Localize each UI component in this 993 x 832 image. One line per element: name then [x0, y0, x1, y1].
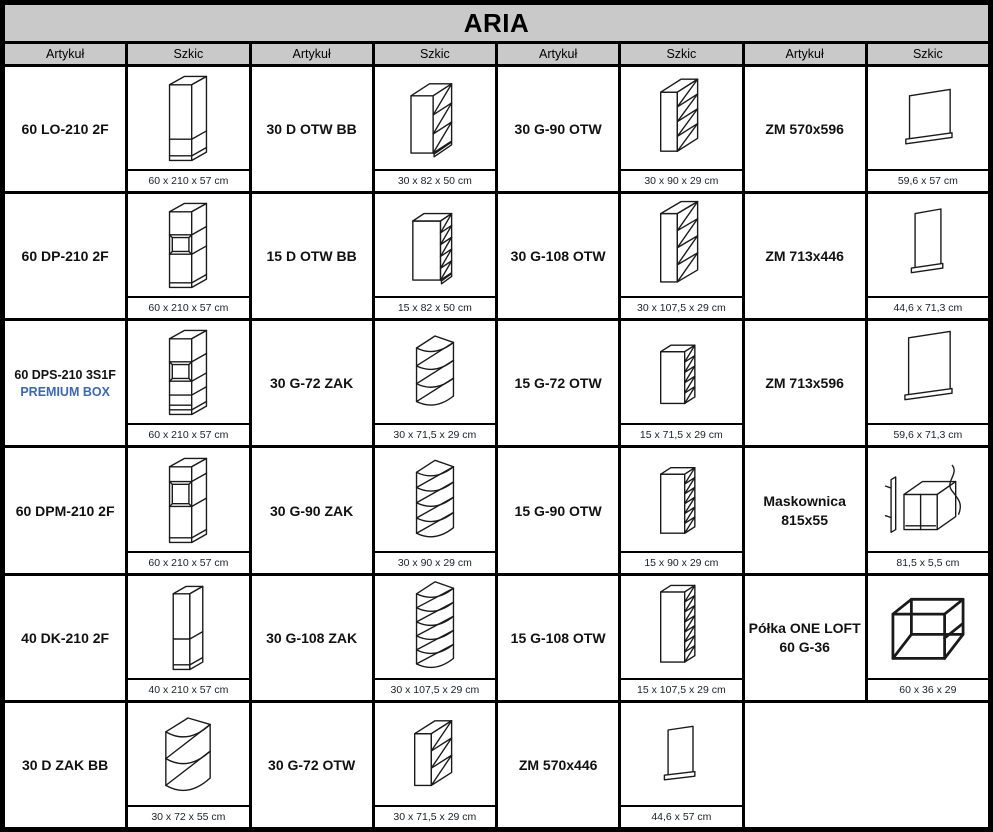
sketch-area [621, 576, 741, 678]
article-name-line2: 60 G-36 [779, 639, 830, 656]
article-cell [5, 576, 125, 700]
column-header-artykul: Artykuł [745, 44, 865, 64]
dimension-caption: 30 x 107,5 x 29 cm [621, 296, 741, 318]
sketch-corner-108 [379, 579, 491, 675]
sketch-filler-strip [872, 452, 984, 548]
article-name: ZM 713x596 [765, 375, 844, 392]
column-header-szkic: Szkic [128, 44, 248, 64]
article-cell [5, 321, 125, 445]
dimension-caption: 81,5 x 5,5 cm [868, 551, 988, 573]
column-header-szkic: Szkic [375, 44, 495, 64]
dimension-caption: 30 x 107,5 x 29 cm [375, 678, 495, 700]
sketch-cell [375, 321, 495, 445]
article-name-line2: PREMIUM BOX [20, 384, 110, 399]
sketch-wall-open-108 [625, 197, 737, 293]
article-name: 30 G-90 ZAK [270, 502, 354, 519]
sketch-cell [128, 194, 248, 318]
dimension-caption: 15 x 82 x 50 cm [375, 296, 495, 318]
sketch-cell [868, 67, 988, 191]
dimension-caption: 59,6 x 57 cm [868, 169, 988, 191]
article-name-line2: 815x55 [781, 512, 828, 529]
article-name: ZM 570x596 [765, 121, 844, 138]
dimension-caption: 60 x 210 x 57 cm [128, 551, 248, 573]
article-name: 15 G-72 OTW [514, 375, 602, 392]
sketch-area [868, 67, 988, 169]
sketch-corner-base [132, 706, 244, 802]
sketch-wall-open-72 [379, 706, 491, 802]
sketch-cell [375, 703, 495, 827]
column-header-szkic: Szkic [621, 44, 741, 64]
sketch-cell [375, 194, 495, 318]
dimension-caption: 30 x 71,5 x 29 cm [375, 805, 495, 827]
article-name: 15 G-108 OTW [510, 629, 606, 646]
sketch-area [868, 321, 988, 423]
sketch-area [128, 194, 248, 296]
sketch-cell [621, 576, 741, 700]
sketch-cell [868, 576, 988, 700]
article-name: 30 G-72 ZAK [270, 375, 354, 392]
article-name: 40 DK-210 2F [21, 629, 110, 646]
sketch-cell [375, 67, 495, 191]
empty-cell [745, 703, 989, 827]
sketch-tall-2f-narrow [132, 579, 244, 675]
article-name: 30 D OTW BB [266, 121, 357, 138]
sketch-base-open [379, 70, 491, 166]
sketch-panel-small [625, 706, 737, 802]
dimension-caption: 44,6 x 71,3 cm [868, 296, 988, 318]
dimension-caption: 30 x 82 x 50 cm [375, 169, 495, 191]
article-name: 30 G-108 ZAK [266, 629, 358, 646]
sketch-area [375, 703, 495, 805]
sketch-cell [375, 576, 495, 700]
dimension-caption: 59,6 x 71,3 cm [868, 423, 988, 445]
sketch-cell [868, 448, 988, 572]
article-cell [5, 448, 125, 572]
sketch-area [868, 448, 988, 550]
article-cell [498, 703, 618, 827]
article-cell [498, 448, 618, 572]
sketch-area [128, 448, 248, 550]
article-name: 30 D ZAK BB [21, 756, 109, 773]
article-cell [745, 194, 865, 318]
article-cell [252, 194, 372, 318]
column-header-artykul: Artykuł [252, 44, 372, 64]
article-cell [252, 576, 372, 700]
sketch-area [621, 703, 741, 805]
sketch-area [375, 321, 495, 423]
sketch-tall-oven-drawers [132, 324, 244, 420]
sketch-area [621, 321, 741, 423]
sketch-corner-90 [379, 452, 491, 548]
article-name: ZM 713x446 [765, 248, 844, 265]
sketch-wall-open-90 [625, 70, 737, 166]
article-name: 60 DPM-210 2F [15, 502, 115, 519]
article-name: 15 G-90 OTW [514, 502, 602, 519]
sketch-area [128, 576, 248, 678]
article-name: 60 LO-210 2F [21, 121, 109, 138]
dimension-caption: 60 x 210 x 57 cm [128, 296, 248, 318]
article-name: ZM 570x446 [518, 756, 598, 773]
sketch-panel-wide [872, 70, 984, 166]
article-cell [5, 194, 125, 318]
catalog-title: ARIA [5, 5, 988, 41]
article-name: 15 D OTW BB [266, 248, 357, 265]
article-cell [5, 703, 125, 827]
article-name: Maskownica [763, 493, 846, 510]
article-cell [252, 703, 372, 827]
sketch-panel-tall [872, 197, 984, 293]
article-name: 30 G-108 OTW [510, 248, 606, 265]
article-cell [745, 448, 865, 572]
dimension-caption: 15 x 90 x 29 cm [621, 551, 741, 573]
sketch-cell [868, 321, 988, 445]
sketch-area [375, 194, 495, 296]
sketch-cell [128, 576, 248, 700]
sketch-cell [128, 703, 248, 827]
sketch-area [128, 67, 248, 169]
article-cell [498, 576, 618, 700]
sketch-cell [128, 67, 248, 191]
column-header-artykul: Artykuł [498, 44, 618, 64]
article-cell [745, 321, 865, 445]
sketch-area [621, 448, 741, 550]
article-cell [252, 67, 372, 191]
dimension-caption: 30 x 90 x 29 cm [375, 551, 495, 573]
dimension-caption: 15 x 71,5 x 29 cm [621, 423, 741, 445]
article-name: 30 G-90 OTW [514, 121, 602, 138]
article-name: 60 DP-210 2F [21, 248, 109, 265]
sketch-area [621, 194, 741, 296]
article-cell [745, 67, 865, 191]
article-cell [5, 67, 125, 191]
column-header-szkic: Szkic [868, 44, 988, 64]
sketch-cell [375, 448, 495, 572]
sketch-cell [868, 194, 988, 318]
dimension-caption: 60 x 210 x 57 cm [128, 423, 248, 445]
dimension-caption: 60 x 36 x 29 [868, 678, 988, 700]
sketch-tall-2f [132, 70, 244, 166]
dimension-caption: 44,6 x 57 cm [621, 805, 741, 827]
article-name: Półka ONE LOFT [748, 620, 861, 637]
sketch-area [128, 321, 248, 423]
sketch-base-open-narrow [379, 197, 491, 293]
dimension-caption: 60 x 210 x 57 cm [128, 169, 248, 191]
sketch-wall-open-n90 [625, 452, 737, 548]
sketch-cell [621, 703, 741, 827]
sketch-tall-oven-mid [132, 452, 244, 548]
sketch-area [868, 194, 988, 296]
article-cell [745, 576, 865, 700]
sketch-panel-big [872, 324, 984, 420]
article-name: 30 G-72 OTW [268, 756, 356, 773]
sketch-area [868, 576, 988, 678]
dimension-caption: 30 x 90 x 29 cm [621, 169, 741, 191]
sketch-area [375, 576, 495, 678]
sketch-frame-shelf [872, 579, 984, 675]
article-cell [498, 67, 618, 191]
sketch-cell [621, 194, 741, 318]
sketch-area [621, 67, 741, 169]
article-cell [498, 194, 618, 318]
article-cell [252, 448, 372, 572]
sketch-cell [621, 448, 741, 572]
sketch-cell [128, 448, 248, 572]
dimension-caption: 15 x 107,5 x 29 cm [621, 678, 741, 700]
sketch-wall-open-n108 [625, 579, 737, 675]
sketch-cell [621, 321, 741, 445]
article-name: 60 DPS-210 3S1F [14, 367, 116, 382]
sketch-wall-open-n72 [625, 324, 737, 420]
article-cell [252, 321, 372, 445]
dimension-caption: 30 x 71,5 x 29 cm [375, 423, 495, 445]
sketch-area [128, 703, 248, 805]
sketch-tall-oven [132, 197, 244, 293]
sketch-area [375, 67, 495, 169]
sketch-cell [621, 67, 741, 191]
column-header-artykul: Artykuł [5, 44, 125, 64]
dimension-caption: 30 x 72 x 55 cm [128, 805, 248, 827]
sketch-cell [128, 321, 248, 445]
sketch-corner-72 [379, 324, 491, 420]
dimension-caption: 40 x 210 x 57 cm [128, 678, 248, 700]
sketch-area [375, 448, 495, 550]
article-cell [498, 321, 618, 445]
